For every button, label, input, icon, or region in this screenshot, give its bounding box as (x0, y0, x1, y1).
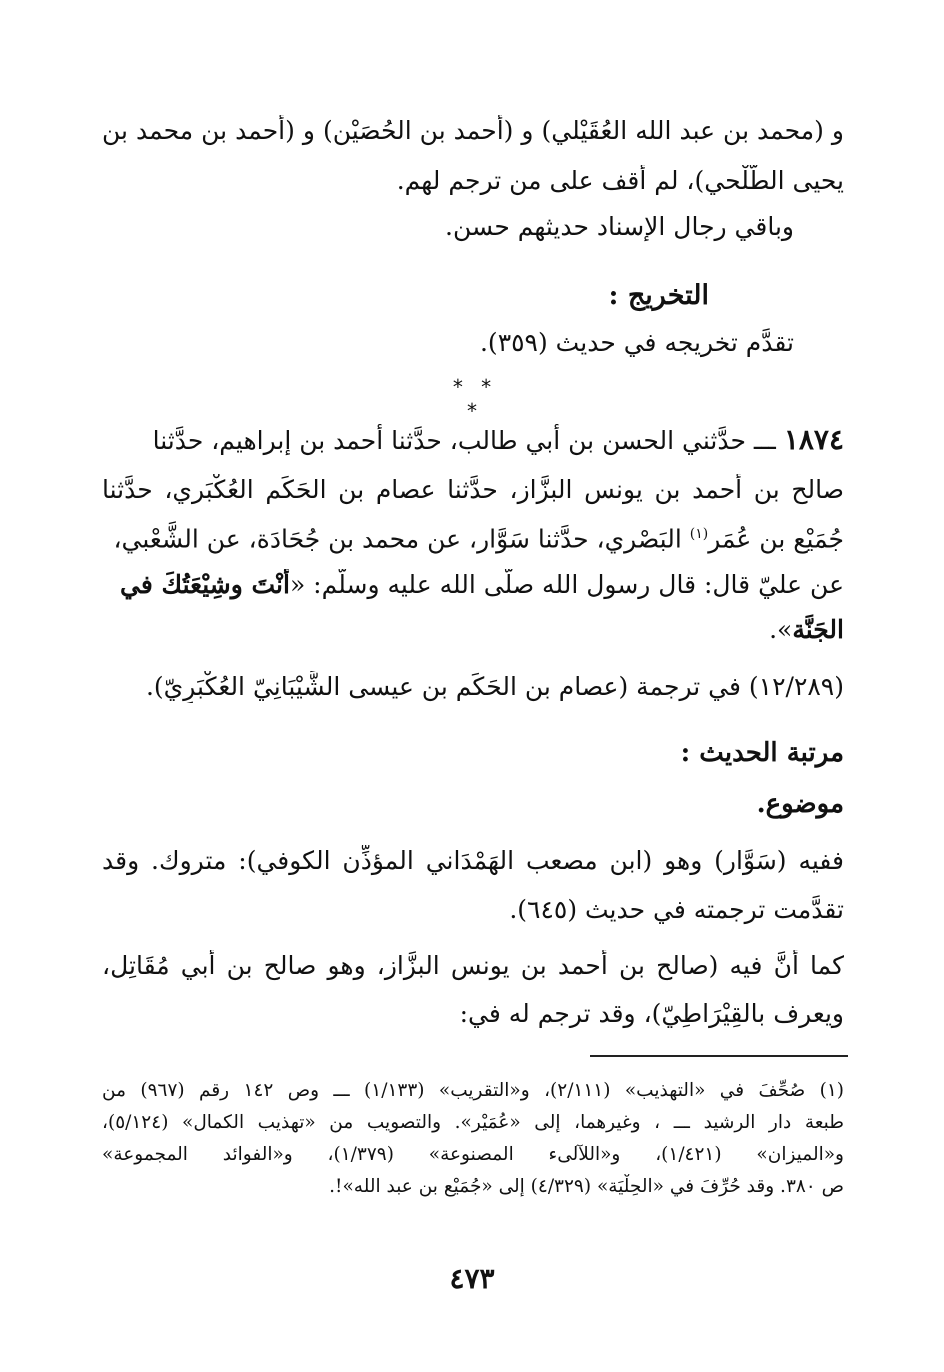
footnote-ref: (١) (689, 526, 709, 542)
narrator-name: جُمَيْع بن عُمَر (708, 524, 844, 554)
hadith-matn-end: الجَنَّة (792, 615, 844, 644)
footnote-line-1: (١) صُحِّفَ في «التهذيب» (٢/١١١)، و«التقريب» (١/١٣٣) ـــ وص ١٤٢ رقم (٩٦٧) من (102, 1080, 844, 1101)
hadith-line-2: صالح بن أحمد بن يونس البزَّاز، حدَّثنا عصام بن الحَكَم العُكْبَري، حدَّثنا (102, 475, 844, 504)
grade-p1-line-2: تقدَّمت ترجمته في حديث (٦٤٥). (509, 895, 844, 924)
hadith-isnad-3: البَصْري، حدَّثنا سَوَّار، عن محمد بن جُحَادَة، عن الشَّعْبي، (113, 524, 682, 554)
grade-p1-line-1: ففيه (سَوَّار) وهو (ابن مصعب الهَمْدَاني المؤذِّن الكوفي): متروك. وقد (102, 846, 844, 875)
hadith-line-5 (102, 614, 844, 646)
hadith-isnad-1: ـــ حدَّثني الحسن بن أبي طالب، حدَّثنا أحمد بن إبراهيم، حدَّثنا (152, 426, 776, 455)
grade-heading: مرتبة الحديث : (680, 738, 844, 768)
hadith-matn-close: ». (769, 615, 793, 644)
hadith-number: ١٨٧٤ (783, 424, 844, 456)
hadith-matn-intro: عن عليّ قال: قال رسول الله صلَّى الله عليه وسلَّم: « (289, 570, 844, 599)
footnote-line-2: طبعة دار الرشيد ـــ ، وغيرهما، إلى «عُمَيْر». والتصويب من «تهذيب الكمال» (٥/١٢٤)، (102, 1112, 844, 1133)
hadith-line-4 (102, 569, 844, 601)
intro-line-3: وباقي رجال الإسناد حديثهم حسن. (445, 212, 794, 241)
hadith-source: (١٢/٢٨٩) في ترجمة (عصام بن الحَكَم بن عيسى الشَّيْبَانِيّ العُكْبَرِيّ). (145, 672, 844, 701)
hadith-line-1 (102, 424, 844, 457)
grade-verdict: موضوع. (756, 789, 844, 819)
hadith-line-3 (102, 518, 844, 555)
takhrij-heading: التخريج : (608, 280, 709, 311)
grade-p2-line-1: كما أنَّ فيه (صالح بن أحمد بن يونس البزَّاز، وهو صالح بن أبي مُقَاتِل، (102, 951, 844, 980)
hadith-matn-text: أَنْتَ وشِيْعَتُكَ في (120, 570, 290, 599)
footnote-separator (590, 1055, 848, 1057)
intro-line-1: و (محمد بن عبد الله العُقَيْلي) و (أحمد بن الحُصَيْن) و (أحمد بن محمد بن (102, 116, 844, 145)
intro-line-2: يحيى الطَّلْحي)، لم أقف على من ترجم لهم. (396, 166, 844, 195)
grade-p2-line-2: ويعرف بالقِيْرَاطِيّ)، وقد ترجم له في: (459, 999, 844, 1028)
section-separator: * * * (452, 375, 498, 423)
footnote-line-3: و«الميزان» (١/٤٢١)، و«اللآلىء المصنوعة» (١/٣٧٩)، و«الفوائد المجموعة» (102, 1144, 844, 1165)
takhrij-text: تقدَّم تخريجه في حديث (٣٥٩). (479, 328, 794, 357)
footnote-line-4: ص ٣٨٠. وقد حُرِّفَ في «الحِلْيَة» (٤/٣٢٩) إلى «جُمَيْع بن عبد الله»!. (329, 1176, 844, 1197)
page-number: ٤٧٣ (449, 1262, 495, 1295)
